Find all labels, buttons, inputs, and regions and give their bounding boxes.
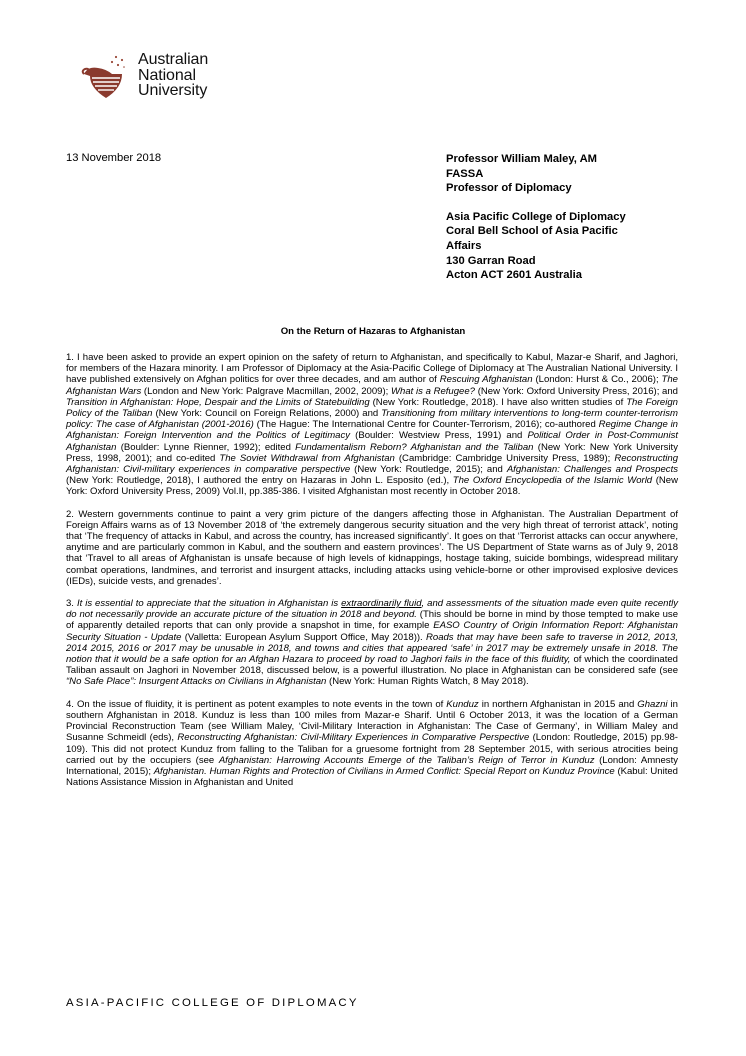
emphasis-run: Reconstructing Afghanistan: Civil-Military Experiences in Comparative Perspective [177, 732, 530, 744]
paragraph [66, 699, 678, 789]
text-run: in southern Afghanistan in 2018. Kunduz is less than 100 miles from Mazar-e Sharif. Until 6 October 2013, it was the location of a German Provincial Reconstruction Team (see William Maley, ‘Civil-Military Interaction in Afghanistan: The Case of Germany’, in William Maley and Susanne Schmeidl (eds), [66, 698, 678, 744]
emphasis-run: Afghanistan: Challenges and Prospects [506, 464, 678, 476]
text-run: (New York: New York University Press, 1998, 2001); and co-edited [66, 441, 678, 464]
university-name [138, 52, 208, 99]
emphasis-run: extraordinarily fluid [341, 598, 422, 610]
text-run: 4. On the issue of fluidity, it is pertinent as potent examples to note events in the town of [66, 698, 447, 710]
text-run: 3. [66, 598, 77, 610]
address-line: Coral Bell School of Asia Pacific [446, 225, 618, 238]
document-body [66, 352, 678, 799]
emphasis-run: What is a Refugee? [391, 385, 475, 397]
document-title: On the Return of Hazaras to Afghanistan [280, 326, 466, 337]
text-run: (Boulder: Lynne Rienner, 1992); edited [116, 441, 296, 453]
text-run: of which the coordinated Taliban assault on Jaghori in November 2018, discussed below, is a powerful illustration. No place in Afghanistan can be considered safe (see [66, 654, 678, 677]
address-line: Acton ACT 2601 Australia [446, 269, 582, 282]
text-run: (Cambridge: Cambridge University Press, 1989); [394, 452, 615, 464]
university-name-line: National [138, 66, 196, 84]
text-run: (This should be borne in mind by those tempted to make use of apparently detailed reports that can only provide a snapshot in time, for example [66, 609, 678, 632]
university-name-line: Australian [138, 51, 209, 68]
address-line: Asia Pacific College of Diplomacy [446, 210, 626, 223]
emphasis-run: Reconstructing Afghanistan: Civil-military experiences in comparative perspective [66, 452, 679, 476]
text-run: (New York: Routledge, 2015); and [350, 464, 507, 476]
text-run: (New York: Routledge, 2018), I authored the entry on Hazaras in John L. Esposito (ed.), [66, 475, 453, 487]
author-line: FASSA [446, 167, 484, 180]
emphasis-run: Regime Change in Afghanistan: Foreign Intervention and the Politics of Legitimacy [66, 419, 678, 442]
emphasis-run: The Oxford Encyclopedia of the Islamic World [452, 475, 653, 487]
emphasis-run: , and assessments of the situation made even quite recently do not necessarily provide an accurate picture of the situation in 2018 and beyond. [66, 598, 679, 621]
text-run: (The Hague: The International Centre for Counter-Terrorism, 2016); co-authored [253, 419, 599, 431]
emphasis-run: Political Order in Post-Communist Afghanistan [66, 430, 679, 453]
text-run: in northern Afghanistan in 2015 and [478, 698, 638, 710]
text-run: 1. I have been asked to provide an expert opinion on the safety of return to Afghanistan, and specifically to Kabul, Mazar-e Sharif, and Jaghori, for members of the Hazara minority. I am Professor of Diplomacy at the Asia-Pacific College of Diplomacy at The Australian National University. I have published extensively on Afghan politics for over three decades, and am author of [66, 352, 678, 386]
text-run: (New York: Human Rights Watch, 8 May 2018). [326, 676, 529, 688]
text-run: (Kabul: United Nations Assistance Mission in Afghanistan and United [66, 765, 678, 789]
emphasis-run: Kunduz [446, 698, 479, 710]
letter-date: 13 November 2018 [66, 152, 162, 164]
address-line: Affairs [446, 239, 482, 252]
university-logo [78, 50, 218, 106]
address-line: 130 Garran Road [446, 254, 536, 267]
page-footer: ASIA-PACIFIC COLLEGE OF DIPLOMACY [66, 997, 359, 1009]
text-run: (New York: Routledge, 2018). I have also written studies of [369, 396, 627, 408]
paragraph [66, 509, 678, 587]
text-run: (London: Hurst & Co., 2006); [532, 374, 662, 386]
emphasis-run: “No Safe Place”: Insurgent Attacks on Civilians in Afghanistan [66, 676, 327, 688]
emphasis-run: Afghanistan. Human Rights and Protection of Civilians in Armed Conflict: Special Report on Kunduz Province [153, 765, 615, 777]
emphasis-run: Ghazni [637, 698, 668, 710]
emphasis-run: Rescuing Afghanistan [439, 374, 533, 386]
anu-crest-icon [78, 52, 136, 102]
text-run: (New York: Oxford University Press, 2009) Vol.II, pp.385-386. I visited Afghanistan most recently in October 2018. [66, 475, 679, 498]
text-run: 2. Western governments continue to paint a very grim picture of the dangers affecting those in Afghanistan. The Australian Department of Foreign Affairs warns as of 13 November 2018 of ‘the extremely dangerous security situation and the very high threat of terrorist attack’, noting that ‘The frequency of attacks in Kabul, and across the country, has increased significantly’. It goes on that ‘Terrorist attacks can occur anywhere, anytime and are particularly common in Kabul, and the southern and eastern provinces’. The US Department of State warns as of July 9, 2018 that ‘Travel to all areas of Afghanistan is unsafe because of high levels of kidnappings, hostage taking, suicide bombings, widespread military combat operations, landmines, and terrorist and insurgent attacks, including attacks using vehicle-borne or other improvised explosive devices (IEDs), suicide vests, and grenades’. [66, 508, 678, 587]
text-run: (New York: Oxford University Press, 2016); and [475, 385, 678, 397]
emphasis-run: Afghanistan: Harrowing Accounts Emerge of the Taliban’s Reign of Terror in Kunduz [218, 754, 595, 766]
emphasis-run: Transitioning from military interventions to long-term counter-terrorism policy: The case of Afghanistan (2001-2016) [66, 408, 678, 431]
emphasis-run: The Foreign Policy of the Taliban [66, 396, 678, 420]
paragraph [66, 352, 678, 498]
emphasis-run: EASO Country of Origin Information Report: Afghanistan Security Situation - Update [66, 620, 678, 643]
emphasis-run: The Afghanistan Wars [66, 374, 678, 397]
text-run: (Boulder: Westview Press, 1991) and [350, 430, 528, 442]
emphasis-run: It is essential to appreciate that the situation in Afghanistan is [76, 598, 342, 610]
text-run: (London: Amnesty International, 2015); [66, 754, 678, 777]
university-name-line: University [138, 82, 208, 99]
author-line: Professor William Maley, AM [446, 153, 597, 165]
paragraph [66, 598, 678, 688]
text-run: (London: Routledge, 2015) pp.98-109). This did not protect Kunduz from falling to the Taliban for a gruesome fortnight from 28 September 2015, with serious atrocities being carried out by the occupiers (see [66, 732, 678, 766]
text-run: (London and New York: Palgrave Macmillan, 2002, 2009); [141, 385, 392, 397]
author-address-block [446, 152, 676, 283]
text-run: (New York: Council on Foreign Relations, 2000) and [152, 408, 382, 420]
emphasis-run: The Soviet Withdrawal from Afghanistan [219, 452, 395, 464]
author-line: Professor of Diplomacy [446, 182, 572, 195]
emphasis-run: Transition in Afghanistan: Hope, Despair and the Limits of Statebuilding [66, 396, 370, 408]
text-run: (Valletta: European Asylum Support Office, May 2018)). [181, 631, 426, 643]
emphasis-run: Fundamentalism Reborn? Afghanistan and the Taliban [295, 441, 534, 453]
emphasis-run: Roads that may have been safe to traverse in 2012, 2013, 2014 2015, 2016 or 2017 may be unusable in 2018, and towns and cities that appeared ‘safe’ in 2017 may be extremely unsafe in 2018. The notion that it would be a safe option for an Afghan Hazara to proceed by road to Jaghori fails in the face of this fluidity, [66, 631, 678, 666]
